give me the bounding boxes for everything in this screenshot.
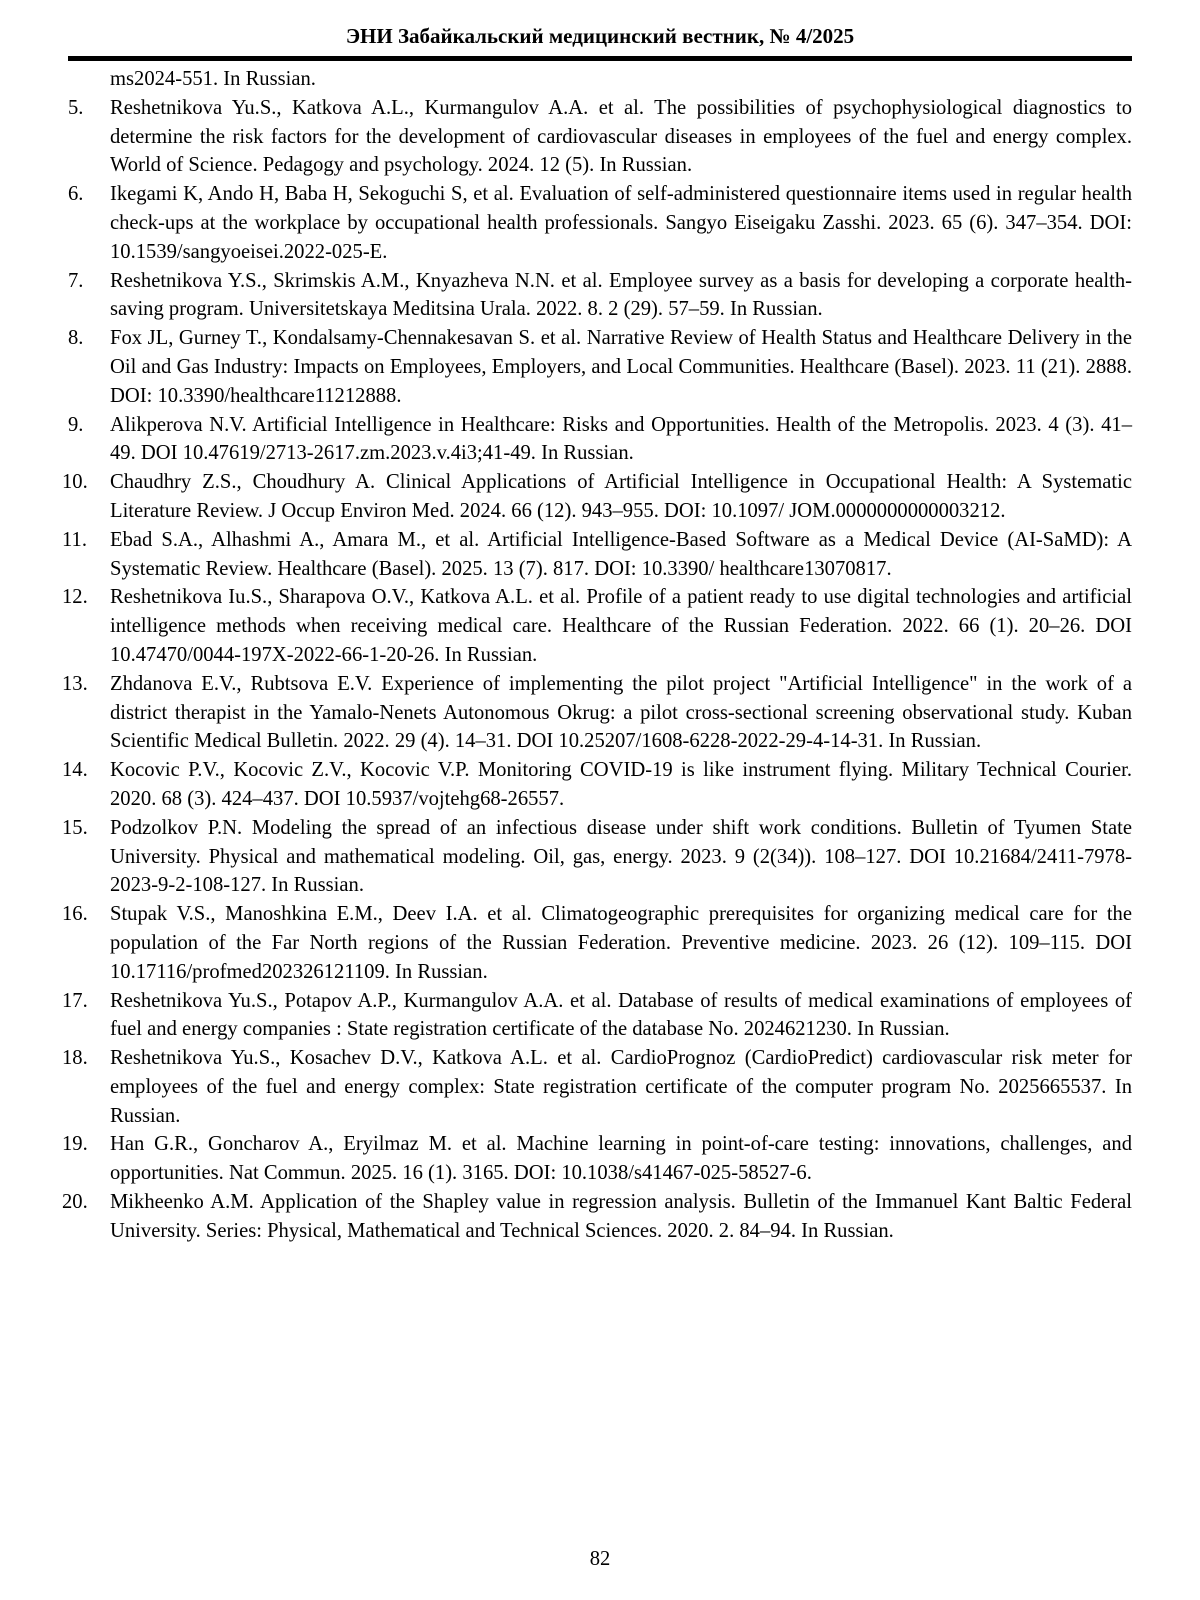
reference-item <box>62 900 1132 986</box>
reference-item <box>62 1188 1132 1246</box>
reference-number: 16. <box>62 903 88 926</box>
reference-text: Reshetnikova Yu.S., Kosachev D.V., Katkova A.L. et al. CardioPrognoz (CardioPredict) cardiovascular risk meter for employees of the fuel and energy complex: State registration certificate of the computer program No. 2025665537. In Russian. <box>110 1047 1132 1127</box>
reference-text: Ikegami K, Ando H, Baba H, Sekoguchi S, et al. Evaluation of self-administered questionnaire items used in regular health check-ups at the workplace by occupational health professionals. Sangyo Eiseigaku Zasshi. 2023. 65 (6). 347–354. DOI: 10.1539/sangyoeisei.2022-025-E. <box>110 183 1132 263</box>
reference-number: 13. <box>62 672 88 695</box>
reference-text: Fox JL, Gurney T., Kondalsamy-Chennakesavan S. et al. Narrative Review of Health Status and Healthcare Delivery in the Oil and Gas Industry: Impacts on Employees, Employers, and Local Communities. Healthcare (Basel). 2023. 11 (21). 2888. DOI: 10.3390/healthcare11212888. <box>110 327 1132 407</box>
reference-number: 12. <box>62 586 88 609</box>
reference-text: Reshetnikova Yu.S., Katkova A.L., Kurmangulov A.A. et al. The possibilities of psychophysiological diagnostics to determine the risk factors for the development of cardiovascular diseases in employees of the fuel and energy complex. World of Science. Pedagogy and psychology. 2024. 12 (5). In Russian. <box>110 96 1132 177</box>
reference-text: Stupak V.S., Manoshkina E.M., Deev I.A. et al. Climatogeographic prerequisites for organizing medical care for the population of the Far North regions of the Russian Federation. Preventive medicine. 2023. 26 (12). 109–115. DOI 10.17116/profmed202326121109. In Russian. <box>110 903 1132 983</box>
reference-item <box>62 1044 1132 1130</box>
reference-number: 6. <box>68 183 84 206</box>
reference-item <box>62 670 1132 756</box>
reference-text: Reshetnikova Yu.S., Potapov A.P., Kurmangulov A.A. et al. Database of results of medical examinations of employees of fuel and energy companies : State registration certificate of the database No. 2024621230. In Russian. <box>110 989 1132 1041</box>
reference-item <box>68 94 1132 180</box>
reference-item <box>62 756 1132 814</box>
reference-item <box>62 583 1132 669</box>
reference-number: 14. <box>62 759 88 782</box>
reference-item <box>62 814 1132 900</box>
header-rule <box>68 56 1132 61</box>
reference-list <box>62 65 1132 1246</box>
reference-item <box>62 526 1132 584</box>
reference-number: 20. <box>62 1191 88 1214</box>
reference-text: Ebad S.A., Alhashmi A., Amara M., et al. Artificial Intelligence-Based Software as a Medical Device (AI-SaMD): A Systematic Review. Healthcare (Basel). 2025. 13 (7). 817. DOI: 10.3390/ healthcare13070817. <box>110 528 1132 580</box>
reference-number: 19. <box>62 1133 88 1156</box>
reference-item <box>68 267 1132 325</box>
reference-items <box>62 94 1132 1246</box>
reference-text: Alikperova N.V. Artificial Intelligence in Healthcare: Risks and Opportunities. Health of the Metropolis. 2023. 4 (3). 41–49. DOI 10.47619/2713-2617.zm.2023.v.4i3;41-49. In Russian. <box>110 413 1132 465</box>
reference-text: Reshetnikova Y.S., Skrimskis A.M., Knyazheva N.N. et al. Employee survey as a basis for developing a corporate health-saving program. Universitetskaya Meditsina Urala. 2022. 8. 2 (29). 57–59. In Russian. <box>110 269 1132 321</box>
reference-number: 8. <box>68 327 84 350</box>
reference-text: Podzolkov P.N. Modeling the spread of an infectious disease under shift work conditions. Bulletin of Tyumen State University. Physical and mathematical modeling. Oil, gas, energy. 2023. 9 (2(34)). 108–127. DOI 10.21684/2411-7978-2023-9-2-108-127. In Russian. <box>110 816 1132 897</box>
journal-header: ЭНИ Забайкальский медицинский вестник, № 4/2025 <box>345 24 855 48</box>
reference-item <box>68 324 1132 410</box>
reference-number: 10. <box>62 471 88 494</box>
reference-number: 17. <box>62 989 88 1012</box>
page-number: 82 <box>589 1548 611 1570</box>
reference-number: 5. <box>68 96 84 119</box>
reference-number: 9. <box>68 413 84 436</box>
reference-number: 11. <box>62 528 87 551</box>
reference-continuation: ms2024-551. In Russian. <box>110 68 316 90</box>
reference-text: Reshetnikova Iu.S., Sharapova O.V., Katkova A.L. et al. Profile of a patient ready to use digital technologies and artificial intelligence methods when receiving medical care. Healthcare of the Russian Federation. 2022. 66 (1). 20–26. DOI 10.47470/0044-197X-2022-66-1-20-26. In Russian. <box>110 586 1132 666</box>
reference-number: 15. <box>62 816 88 839</box>
reference-text: Kocovic P.V., Kocovic Z.V., Kocovic V.P. Monitoring COVID-19 is like instrument flying. Military Technical Courier. 2020. 68 (3). 424–437. DOI 10.5937/vojtehg68-26557. <box>110 759 1132 810</box>
reference-text: Chaudhry Z.S., Choudhury A. Clinical Applications of Artificial Intelligence in Occupational Health: A Systematic Literature Review. J Occup Environ Med. 2024. 66 (12). 943–955. DOI: 10.1097/ JOM.0000000000003212. <box>110 471 1132 522</box>
reference-item <box>62 1130 1132 1188</box>
reference-item <box>62 468 1132 526</box>
reference-text: Mikheenko A.M. Application of the Shapley value in regression analysis. Bulletin of the Immanuel Kant Baltic Federal University. Series: Physical, Mathematical and Technical Sciences. 2020. 2. 84–94. In Russian. <box>110 1191 1132 1242</box>
reference-item <box>62 987 1132 1045</box>
reference-number: 18. <box>62 1047 88 1070</box>
reference-item <box>68 180 1132 266</box>
reference-text: Zhdanova E.V., Rubtsova E.V. Experience of implementing the pilot project "Artificial Intelligence" in the work of a district therapist in the Yamalo-Nenets Autonomous Okrug: a pilot cross-sectional screening observational study. Kuban Scientific Medical Bulletin. 2022. 29 (4). 14–31. DOI 10.25207/1608-6228-2022-29-4-14-31. In Russian. <box>110 672 1132 753</box>
reference-number: 7. <box>68 269 84 292</box>
reference-text: Han G.R., Goncharov A., Eryilmaz M. et al. Machine learning in point-of-care testing: innovations, challenges, and opportunities. Nat Commun. 2025. 16 (1). 3165. DOI: 10.1038/s41467-025-58527-6. <box>110 1133 1132 1185</box>
reference-item <box>68 411 1132 469</box>
